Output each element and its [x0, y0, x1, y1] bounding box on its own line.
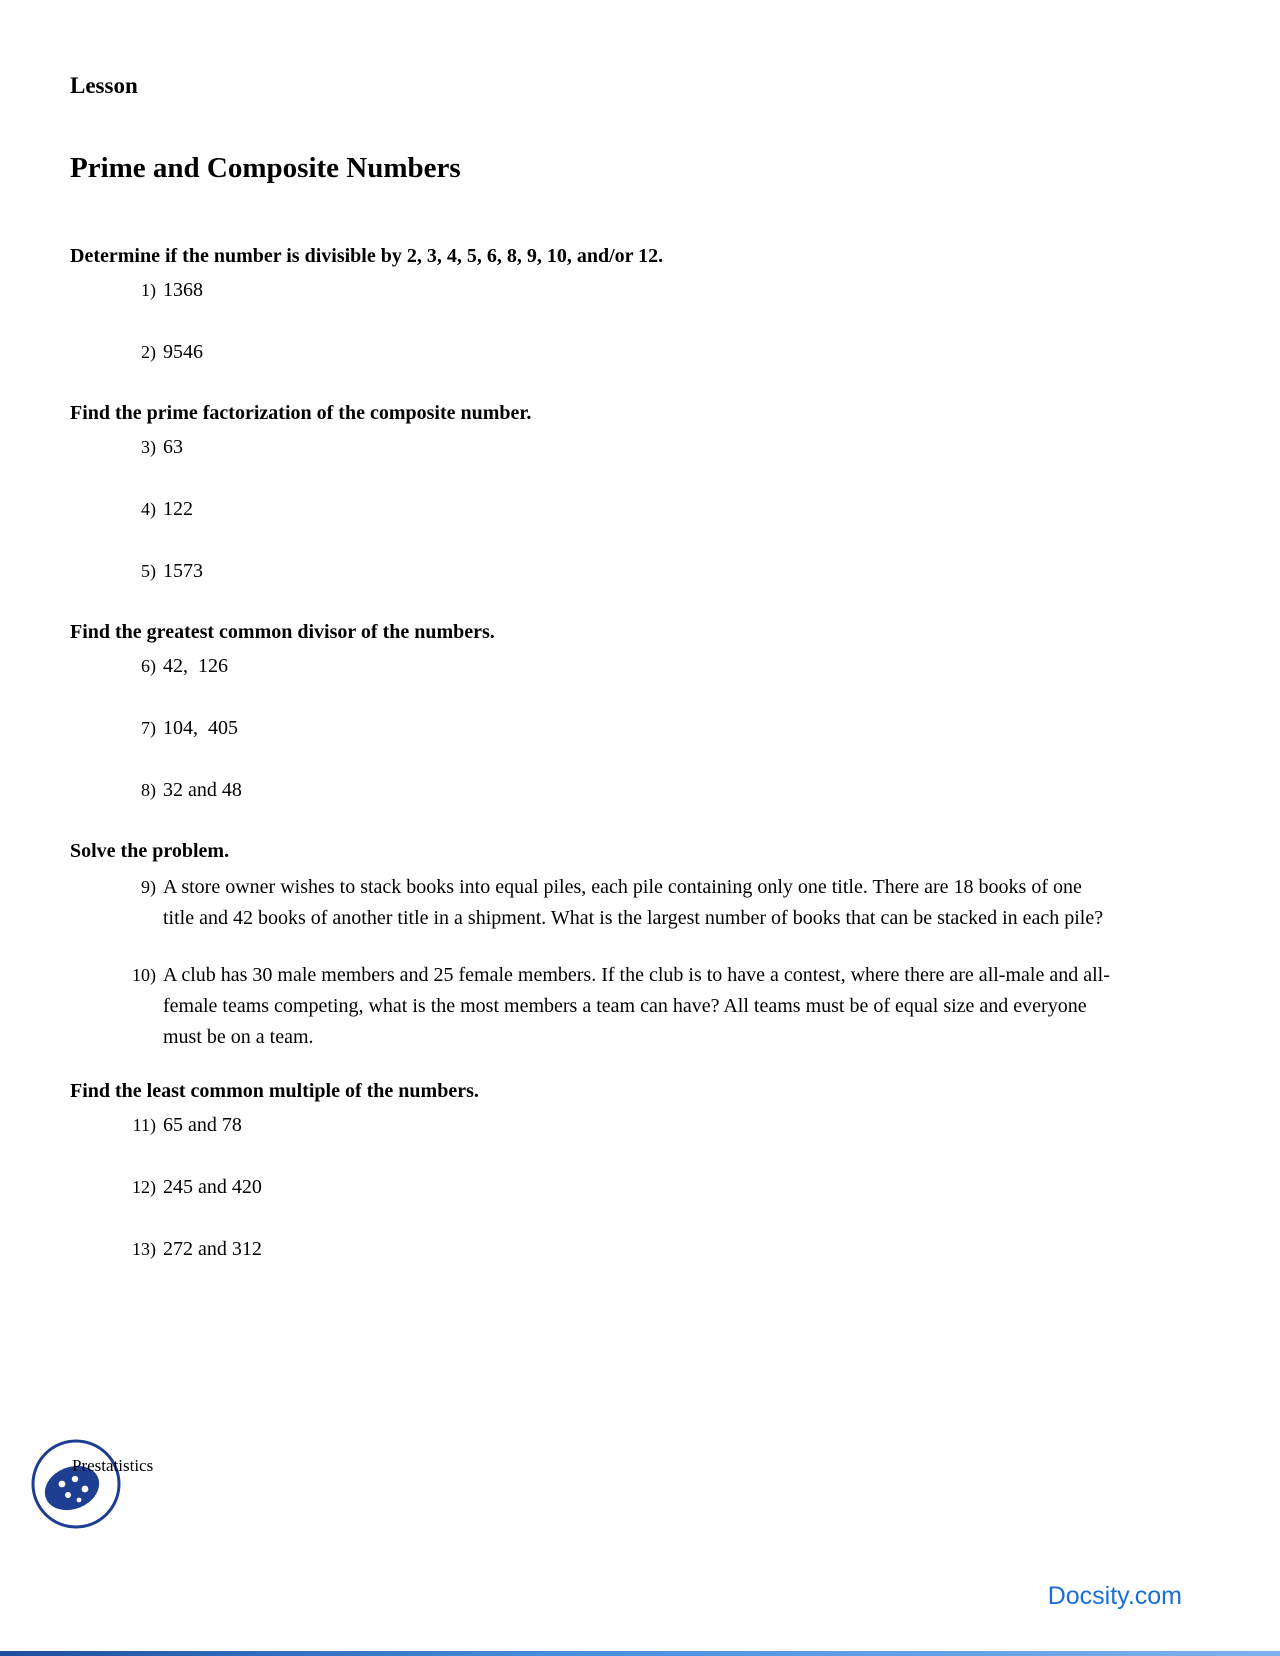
docsity-link[interactable]: Docsity.com [1047, 1582, 1182, 1610]
section-heading: Solve the problem. [70, 840, 230, 862]
question-item [120, 339, 1195, 365]
question-text: 42, 126 [163, 655, 228, 677]
question-number: 6) [141, 656, 156, 676]
question-item [120, 1174, 1195, 1200]
question-item [120, 277, 1195, 303]
section-heading: Find the prime factorization of the composite number. [70, 402, 532, 424]
footer-brand-text: Prestatistics [72, 1456, 154, 1475]
question-number: 1) [141, 280, 156, 300]
section-word-problems [70, 839, 1195, 1053]
section-lcm [70, 1079, 1195, 1262]
question-text: A club has 30 male members and 25 female members. If the club is to have a contest, where there are all-male and all-female teams competing, what is the most members a team can have? All teams must be of equal size and everyone must be on a team. [163, 964, 1110, 1048]
question-item [120, 434, 1195, 460]
question-number: 3) [141, 437, 156, 457]
section-heading: Determine if the number is divisible by 2, 3, 4, 5, 6, 8, 9, 10, and/or 12. [70, 245, 664, 267]
question-number: 13) [132, 1239, 156, 1259]
question-text: 65 and 78 [163, 1114, 242, 1136]
question-number: 8) [141, 780, 156, 800]
bottom-accent-bar [0, 1651, 1280, 1656]
question-text: 272 and 312 [163, 1238, 262, 1260]
question-text: 1368 [163, 279, 203, 301]
page-title: Prime and Composite Numbers [70, 152, 461, 184]
question-text: A store owner wishes to stack books into equal piles, each pile containing only one title. There are 18 books of one title and 42 books of another title in a shipment. What is the largest number of books that can be stacked in each pile? [163, 876, 1104, 929]
question-number: 4) [141, 499, 156, 519]
question-item [120, 715, 1195, 741]
question-number: 7) [141, 718, 156, 738]
section-heading: Find the least common multiple of the numbers. [70, 1080, 479, 1102]
section-heading: Find the greatest common divisor of the numbers. [70, 621, 495, 643]
question-item [120, 496, 1195, 522]
question-number: 11) [132, 1115, 156, 1135]
question-number: 2) [141, 342, 156, 362]
question-number: 10) [132, 965, 156, 985]
question-item [120, 558, 1195, 584]
question-item [120, 653, 1195, 679]
section-prime-factorization [70, 401, 1195, 584]
question-item [120, 1236, 1195, 1262]
question-item [120, 872, 1195, 934]
question-text: 9546 [163, 341, 203, 363]
question-number: 5) [141, 561, 156, 581]
question-item [120, 1112, 1195, 1138]
question-text: 122 [163, 498, 193, 520]
section-divisibility [70, 244, 1195, 365]
docsity-logo-icon [30, 1432, 122, 1532]
question-text: 245 and 420 [163, 1176, 262, 1198]
question-text: 63 [163, 436, 183, 458]
question-item [120, 777, 1195, 803]
section-gcd [70, 620, 1195, 803]
question-number: 12) [132, 1177, 156, 1197]
question-number: 9) [141, 877, 156, 897]
question-item [120, 960, 1195, 1053]
question-text: 1573 [163, 560, 203, 582]
question-text: 104, 405 [163, 717, 238, 739]
lesson-label: Lesson [70, 73, 138, 98]
question-text: 32 and 48 [163, 779, 242, 801]
